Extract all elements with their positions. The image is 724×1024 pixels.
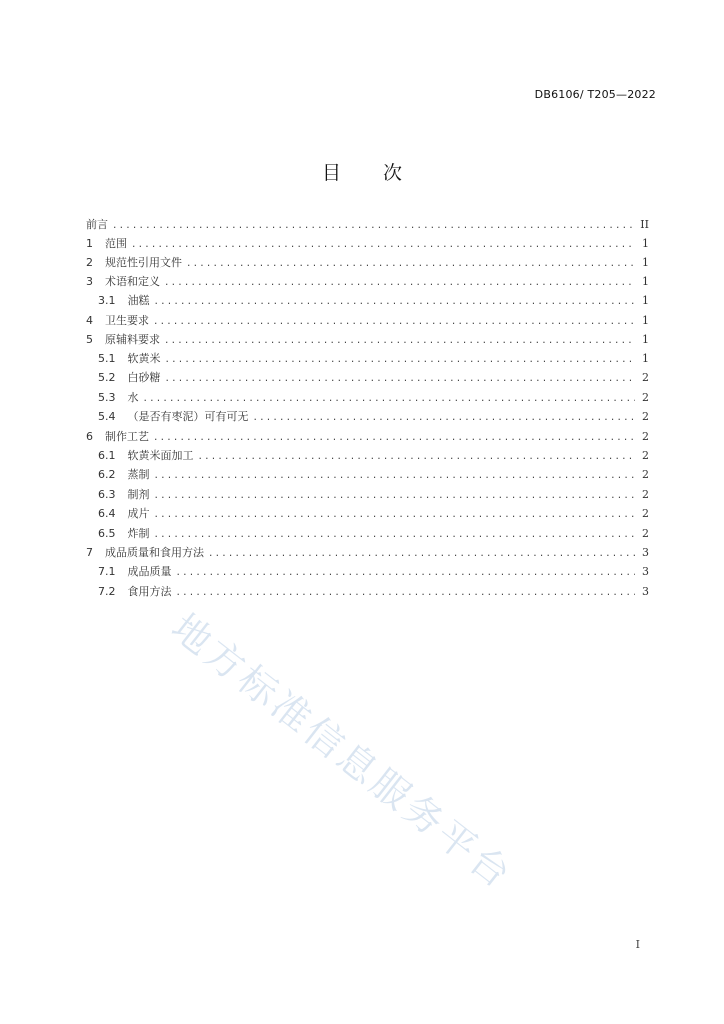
toc-entry[interactable] bbox=[86, 446, 649, 466]
toc-entry-label: 制作工艺 bbox=[105, 429, 149, 443]
toc-entry-number: 7.1 bbox=[98, 565, 116, 578]
watermark: 地方标准信息服务平台 bbox=[163, 605, 522, 899]
toc-entry-number: 6 bbox=[86, 429, 93, 443]
toc-leader-dots bbox=[112, 217, 635, 236]
toc-entry-label: 油糕 bbox=[127, 294, 150, 307]
toc-entry-page: 2 bbox=[642, 410, 649, 423]
toc-entry-page: 2 bbox=[642, 390, 649, 404]
toc-entry-number: 4 bbox=[86, 313, 93, 327]
toc-entry-label: 成片 bbox=[127, 507, 150, 520]
toc-entry-page: 2 bbox=[642, 448, 649, 462]
toc-entry-number: 6.1 bbox=[98, 448, 116, 462]
toc-leader-dots bbox=[165, 370, 636, 390]
toc-entry-label: 成品质量和食用方法 bbox=[105, 546, 204, 559]
toc-leader-dots bbox=[131, 236, 635, 255]
toc-entry-page: 1 bbox=[642, 332, 649, 346]
toc-entry-page: 3 bbox=[642, 584, 649, 598]
toc-entry-page: 3 bbox=[642, 565, 649, 578]
toc-entry-page: 1 bbox=[642, 351, 649, 365]
toc-leader-dots bbox=[154, 526, 636, 546]
toc-entry-page: 2 bbox=[642, 487, 649, 501]
toc-entry-page: 1 bbox=[642, 294, 649, 307]
toc-entry-number: 6.3 bbox=[98, 487, 116, 501]
toc-entry-label: 成品质量 bbox=[127, 565, 172, 578]
toc-entry-number: 6.5 bbox=[98, 526, 116, 540]
page-number: I bbox=[635, 938, 640, 951]
toc-leader-dots bbox=[198, 448, 636, 468]
toc-entry-label: 范围 bbox=[105, 237, 127, 250]
toc-entry-page: II bbox=[640, 218, 649, 231]
toc-entry-page: 1 bbox=[642, 313, 649, 327]
toc-entry[interactable] bbox=[86, 582, 649, 602]
toc-leader-dots bbox=[164, 274, 635, 293]
toc-entry-page: 1 bbox=[642, 237, 649, 250]
toc-entry[interactable] bbox=[86, 215, 649, 234]
toc-entry-page: 2 bbox=[642, 429, 649, 443]
toc-entry-page: 1 bbox=[642, 275, 649, 288]
toc-entry-number: 5.1 bbox=[98, 351, 116, 365]
toc-entry[interactable] bbox=[86, 368, 649, 388]
page-title: 目 次 bbox=[321, 162, 421, 184]
toc-leader-dots bbox=[153, 429, 635, 448]
toc-entry-label: 卫生要求 bbox=[105, 313, 149, 327]
toc-entry[interactable] bbox=[86, 524, 649, 544]
toc-entry-label: 炸制 bbox=[127, 526, 150, 540]
toc-entry-label: 制剂 bbox=[127, 487, 150, 501]
toc-leader-dots bbox=[176, 584, 636, 604]
toc-entry-page: 1 bbox=[642, 256, 649, 269]
toc-entry-number: 7.2 bbox=[98, 584, 116, 598]
toc-entry-label: 白砂糖 bbox=[127, 371, 161, 384]
toc-entry[interactable] bbox=[86, 427, 649, 446]
toc-entry[interactable] bbox=[86, 388, 649, 408]
toc-entry-page: 3 bbox=[642, 546, 649, 559]
document-code: DB6106/ T205—2022 bbox=[534, 88, 656, 101]
toc-entry-page: 2 bbox=[642, 371, 649, 384]
toc-entry[interactable] bbox=[86, 504, 649, 524]
toc-entry-label: 原辅料要求 bbox=[105, 332, 160, 346]
toc-entry-number: 6.4 bbox=[98, 507, 116, 520]
toc-entry-label: 水 bbox=[127, 390, 139, 404]
toc-entry-label: 术语和定义 bbox=[105, 275, 160, 288]
toc-entry-page: 2 bbox=[642, 468, 649, 481]
toc-leader-dots bbox=[164, 332, 635, 351]
toc-entry[interactable] bbox=[86, 562, 649, 582]
toc-entry-page: 2 bbox=[642, 526, 649, 540]
toc-leader-dots bbox=[186, 255, 635, 274]
toc-entry-number: 5.3 bbox=[98, 390, 116, 404]
toc-entry[interactable] bbox=[86, 234, 649, 253]
toc-entry[interactable] bbox=[86, 311, 649, 330]
toc-entry-number: 5.4 bbox=[98, 410, 116, 423]
toc-leader-dots bbox=[154, 467, 636, 487]
toc-entry[interactable] bbox=[86, 253, 649, 272]
toc-entry-label: （是否有枣泥）可有可无 bbox=[127, 410, 249, 423]
toc-leader-dots bbox=[153, 313, 635, 332]
toc-entry-page: 2 bbox=[642, 507, 649, 520]
toc-leader-dots bbox=[253, 409, 636, 429]
toc-leader-dots bbox=[176, 564, 636, 584]
toc-leader-dots bbox=[165, 351, 636, 371]
toc-entry[interactable] bbox=[86, 291, 649, 311]
toc-entry-number: 2 bbox=[86, 256, 93, 269]
toc-entry-number: 6.2 bbox=[98, 468, 116, 481]
toc-entry[interactable] bbox=[86, 349, 649, 369]
toc-leader-dots bbox=[208, 545, 635, 564]
toc-leader-dots bbox=[154, 293, 636, 313]
toc-entry-number: 7 bbox=[86, 546, 93, 559]
toc-entry-number: 3.1 bbox=[98, 294, 116, 307]
toc-entry-number: 3 bbox=[86, 275, 93, 288]
toc-entry-label: 蒸制 bbox=[127, 468, 150, 481]
toc-entry[interactable] bbox=[86, 407, 649, 427]
toc-entry-number: 1 bbox=[86, 237, 93, 250]
toc-leader-dots bbox=[154, 487, 636, 507]
toc-leader-dots bbox=[154, 506, 636, 526]
toc-entry[interactable] bbox=[86, 330, 649, 349]
toc-entry[interactable] bbox=[86, 485, 649, 505]
toc-entry-number: 5 bbox=[86, 332, 93, 346]
toc-entry-label: 规范性引用文件 bbox=[105, 256, 182, 269]
toc-entry-label: 前言 bbox=[86, 218, 108, 231]
toc-entry[interactable] bbox=[86, 543, 649, 562]
toc-entry[interactable] bbox=[86, 272, 649, 291]
toc-entry-label: 食用方法 bbox=[127, 584, 172, 598]
table-of-contents bbox=[86, 215, 649, 601]
toc-entry-label: 软黄米面加工 bbox=[127, 448, 194, 462]
toc-entry-number: 5.2 bbox=[98, 371, 116, 384]
toc-entry[interactable] bbox=[86, 465, 649, 485]
toc-entry-label: 软黄米 bbox=[127, 351, 161, 365]
